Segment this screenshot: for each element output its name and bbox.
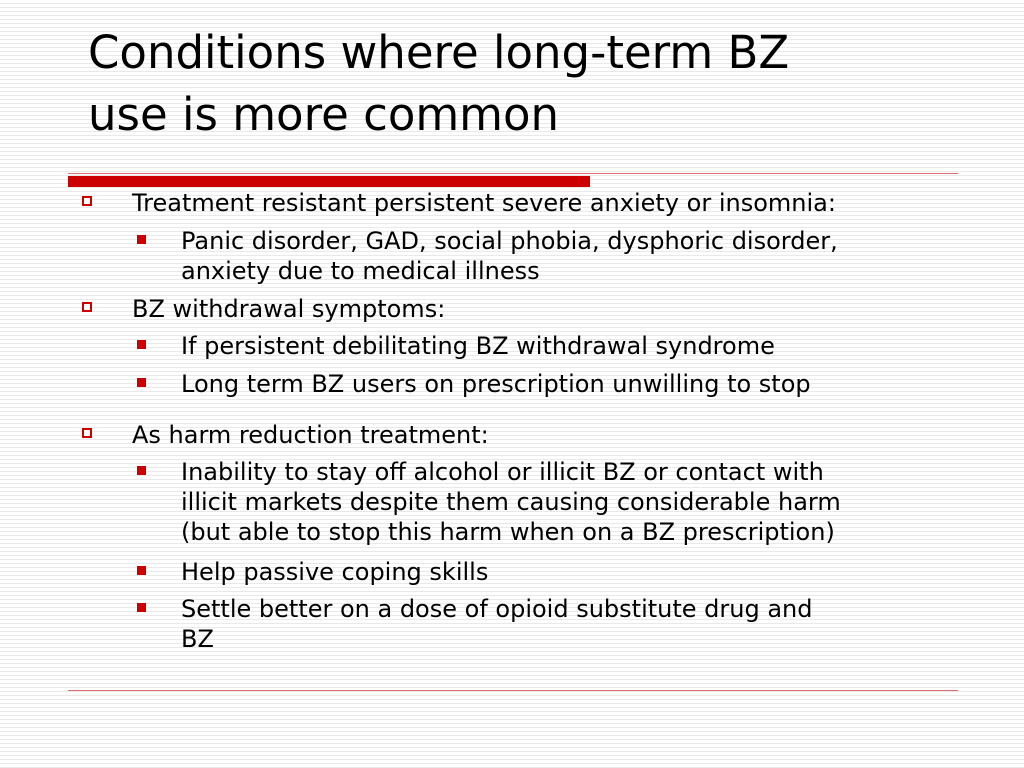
bullet-text-line-2: illicit markets despite them causing considerable harm: [181, 488, 841, 516]
hollow-square-bullet-icon: [82, 196, 92, 206]
bullet-level-1-treatment-resistant: [132, 188, 992, 218]
filled-square-bullet-icon: [137, 466, 146, 475]
hollow-square-bullet-icon: [82, 428, 92, 438]
bullet-text: Treatment resistant persistent severe anxiety or insomnia:: [132, 189, 836, 217]
bullet-level-1-harm-reduction: [132, 420, 992, 450]
bullet-text-line-3: (but able to stop this harm when on a BZ prescription): [181, 518, 835, 546]
bullet-text-line-2: BZ: [181, 625, 214, 653]
bullet-level-2-settle-better: [181, 594, 981, 654]
bullet-level-1-withdrawal-symptoms: [132, 294, 992, 324]
bullet-text-line-1: Long term BZ users on prescription unwilling to stop: [181, 370, 811, 398]
bullet-level-2-panic-disorder: [181, 226, 981, 286]
bullet-level-2-inability-to-stay-off: [181, 457, 981, 547]
bullet-level-2-long-term-users: [181, 369, 981, 399]
bullet-text-line-1: Inability to stay off alcohol or illicit BZ or contact with: [181, 458, 824, 486]
filled-square-bullet-icon: [137, 340, 146, 349]
hollow-square-bullet-icon: [82, 302, 92, 312]
slide-title-line-2: use is more common: [88, 88, 560, 141]
bullet-text-line-1: Settle better on a dose of opioid substitute drug and: [181, 595, 813, 623]
filled-square-bullet-icon: [137, 235, 146, 244]
bullet-text-line-2: anxiety due to medical illness: [181, 257, 540, 285]
bullet-text-line-1: If persistent debilitating BZ withdrawal syndrome: [181, 332, 775, 360]
slide-title-line-1: Conditions where long-term BZ: [88, 26, 790, 79]
bullet-level-2-passive-coping: [181, 557, 981, 587]
filled-square-bullet-icon: [137, 566, 146, 575]
bullet-text-line-1: Help passive coping skills: [181, 558, 489, 586]
filled-square-bullet-icon: [137, 603, 146, 612]
bullet-text: BZ withdrawal symptoms:: [132, 295, 446, 323]
bullet-text: As harm reduction treatment:: [132, 421, 489, 449]
bullet-level-2-persistent-debilitating: [181, 331, 981, 361]
filled-square-bullet-icon: [137, 378, 146, 387]
footer-divider: [68, 690, 958, 691]
bullet-text-line-1: Panic disorder, GAD, social phobia, dysphoric disorder,: [181, 227, 838, 255]
